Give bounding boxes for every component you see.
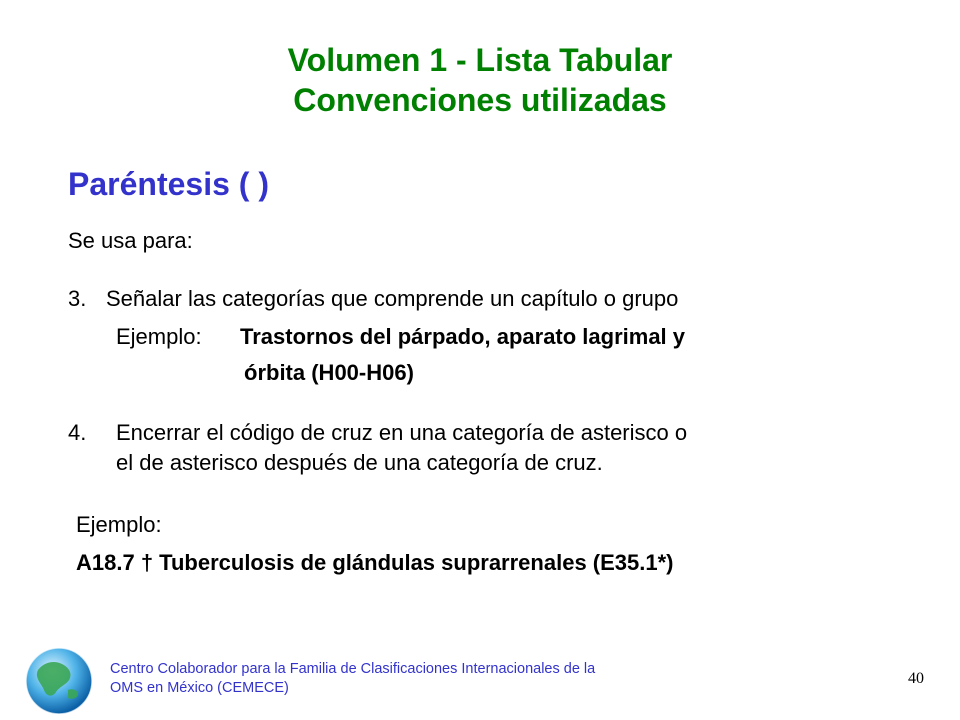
example2-text: A18.7 † Tuberculosis de glándulas suprarrenales (E35.1*): [76, 550, 674, 575]
item3-number: 3.: [68, 286, 87, 311]
section-heading: Paréntesis ( ): [68, 166, 269, 202]
intro-text: Se usa para:: [68, 228, 193, 253]
slide-title-line1: Volumen 1 - Lista Tabular: [287, 42, 673, 78]
item3-example-line1: Trastornos del párpado, aparato lagrimal y: [240, 324, 686, 349]
item3-example-line2: órbita (H00-H06): [244, 360, 414, 385]
item4-line2: el de asterisco después de una categoría de cruz.: [116, 450, 603, 475]
slide-title: [0, 40, 960, 120]
item4-line1: Encerrar el código de cruz en una categoría de asterisco o: [116, 420, 688, 445]
example2-label: Ejemplo:: [76, 512, 162, 537]
item3-example-label: Ejemplo:: [116, 324, 202, 349]
slide-title-line2: Convenciones utilizadas: [293, 82, 667, 118]
item3-text: Señalar las categorías que comprende un capítulo o grupo: [106, 286, 679, 311]
cemece-globe-logo-icon: [24, 646, 94, 716]
footer-credit-line1: Centro Colaborador para la Familia de Clasificaciones Internacionales de la: [110, 661, 596, 677]
item4-number: 4.: [68, 420, 87, 445]
page-number: 40: [908, 670, 924, 687]
footer-credit-line2: OMS en México (CEMECE): [110, 680, 289, 696]
footer-credit: [110, 660, 595, 698]
